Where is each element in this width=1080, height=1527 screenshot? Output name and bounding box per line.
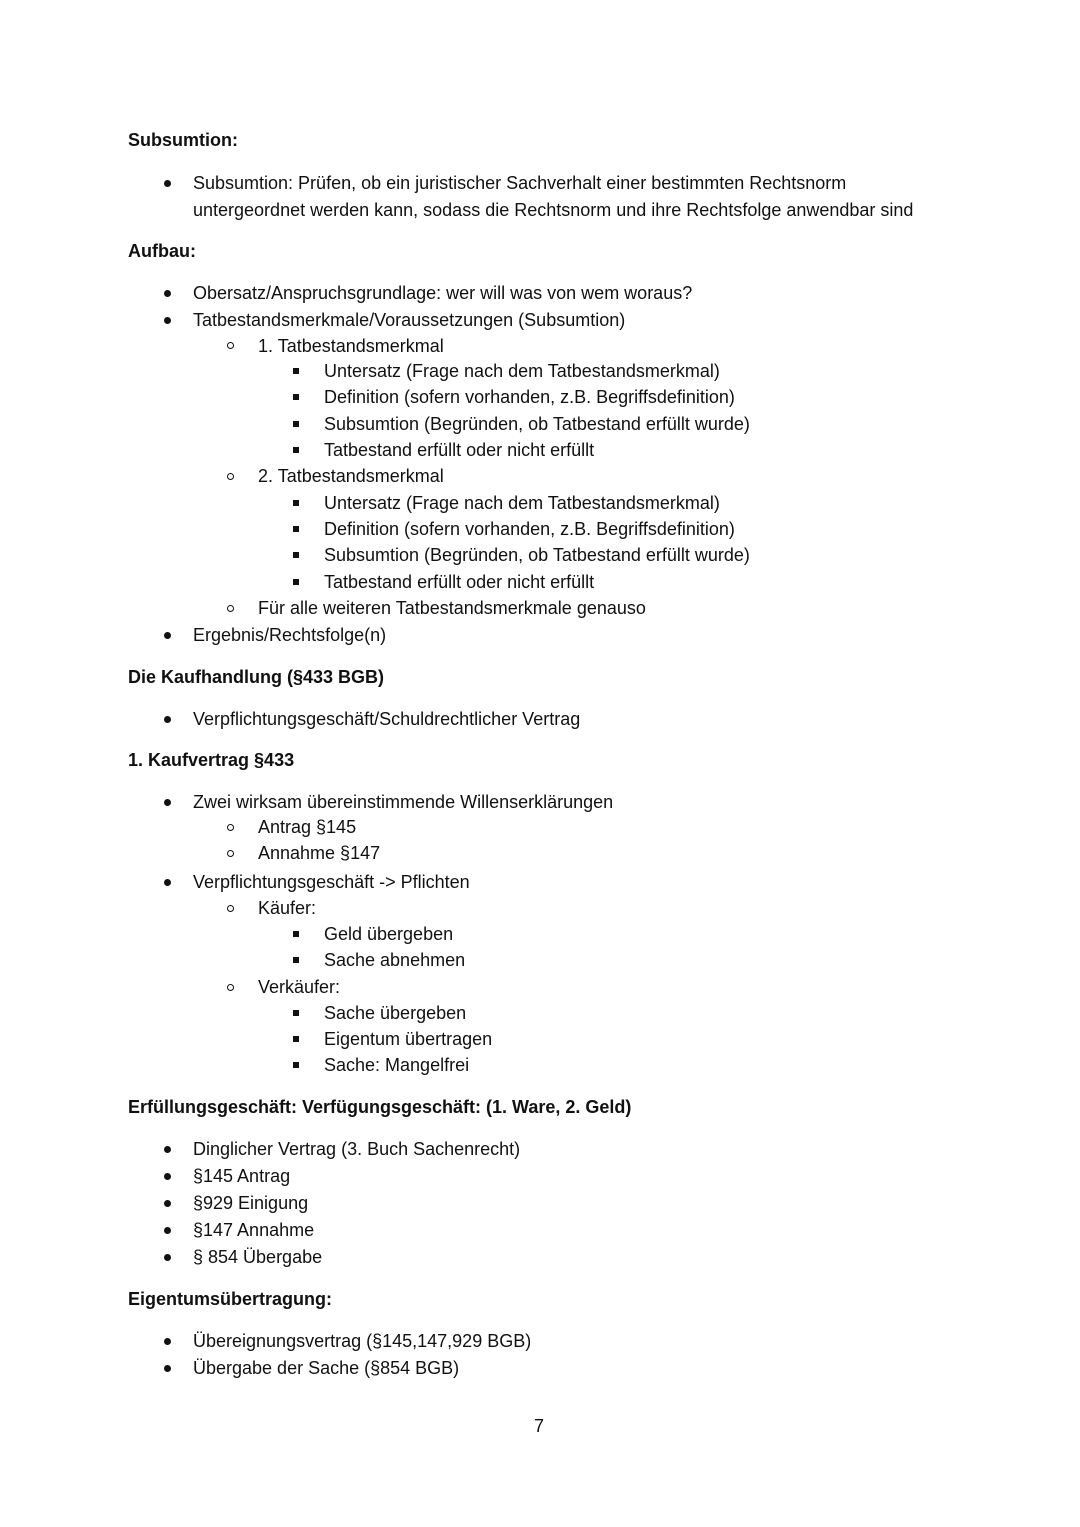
bullet <box>164 632 171 639</box>
kaufhandlung-heading: Die Kaufhandlung (§433 BGB) <box>128 667 385 687</box>
circle-bullet <box>227 984 234 991</box>
bullet <box>164 1254 171 1261</box>
subsumtion-heading: Subsumtion: <box>128 130 238 150</box>
subsumtion-text-line2: untergeordnet werden kann, sodass die Rechtsnorm und ihre Rechtsfolge anwendbar sind <box>193 200 914 220</box>
merkmal1-item: Untersatz (Frage nach dem Tatbestandsmerkmal) <box>324 361 720 381</box>
annahme-item: Annahme §147 <box>258 843 381 863</box>
square-bullet <box>293 552 299 558</box>
tatbestand-item: Tatbestandsmerkmale/Voraussetzungen (Subsumtion) <box>193 310 626 330</box>
erfuellung-heading: Erfüllungsgeschäft: Verfügungsgeschäft: (1. Ware, 2. Geld) <box>128 1097 632 1117</box>
square-bullet <box>293 500 299 506</box>
willen-item: Zwei wirksam übereinstimmende Willenserklärungen <box>193 792 614 812</box>
bullet <box>164 1200 171 1207</box>
bullet <box>164 799 171 806</box>
circle-bullet <box>227 905 234 912</box>
circle-bullet <box>227 824 234 831</box>
erfuellung-item: §147 Annahme <box>193 1220 315 1240</box>
square-bullet <box>293 526 299 532</box>
bullet <box>164 1365 171 1372</box>
circle-bullet <box>227 850 234 857</box>
bullet <box>164 290 171 297</box>
kaufvertrag-heading: 1. Kaufvertrag §433 <box>128 750 295 770</box>
merkmal1-label: 1. Tatbestandsmerkmal <box>258 336 444 356</box>
eigentum-item: Übereignungsvertrag (§145,147,929 BGB) <box>193 1331 532 1351</box>
square-bullet <box>293 394 299 400</box>
merkmal1-item: Definition (sofern vorhanden, z.B. Begriffsdefinition) <box>324 387 735 407</box>
eigentum-heading: Eigentumsübertragung: <box>128 1289 333 1309</box>
square-bullet <box>293 1010 299 1016</box>
bullet <box>164 1146 171 1153</box>
verkaeufer-item: Sache: Mangelfrei <box>324 1055 470 1075</box>
circle-bullet <box>227 605 234 612</box>
weitere-item: Für alle weiteren Tatbestandsmerkmale genauso <box>258 598 646 618</box>
merkmal2-item: Subsumtion (Begründen, ob Tatbestand erfüllt wurde) <box>324 545 750 565</box>
circle-bullet <box>227 342 234 349</box>
subsumtion-text-line1: Subsumtion: Prüfen, ob ein juristischer Sachverhalt einer bestimmten Rechtsnorm <box>193 173 847 193</box>
square-bullet <box>293 368 299 374</box>
erfuellung-item: §145 Antrag <box>193 1166 291 1186</box>
antrag-item: Antrag §145 <box>258 817 357 837</box>
merkmal1-item: Tatbestand erfüllt oder nicht erfüllt <box>324 440 595 460</box>
erfuellung-item: Dinglicher Vertrag (3. Buch Sachenrecht) <box>193 1139 521 1159</box>
kaeufer-item: Geld übergeben <box>324 924 454 944</box>
circle-bullet <box>227 473 234 480</box>
kaeufer-item: Sache abnehmen <box>324 950 466 970</box>
obersatz-item: Obersatz/Anspruchsgrundlage: wer will was von wem woraus? <box>193 283 693 303</box>
square-bullet <box>293 1062 299 1068</box>
eigentum-item: Übergabe der Sache (§854 BGB) <box>193 1358 460 1378</box>
verkaeufer-item: Sache übergeben <box>324 1003 467 1023</box>
bullet <box>164 317 171 324</box>
bullet <box>164 1338 171 1345</box>
kaufhandlung-item: Verpflichtungsgeschäft/Schuldrechtlicher Vertrag <box>193 709 581 729</box>
merkmal2-item: Definition (sofern vorhanden, z.B. Begriffsdefinition) <box>324 519 735 539</box>
pflichten-item: Verpflichtungsgeschäft -> Pflichten <box>193 872 470 892</box>
merkmal1-item: Subsumtion (Begründen, ob Tatbestand erfüllt wurde) <box>324 414 750 434</box>
ergebnis-item: Ergebnis/Rechtsfolge(n) <box>193 625 387 645</box>
kaeufer-label: Käufer: <box>258 898 317 918</box>
bullet <box>164 180 171 187</box>
verkaeufer-label: Verkäufer: <box>258 977 341 997</box>
square-bullet <box>293 447 299 453</box>
bullet <box>164 1173 171 1180</box>
bullet <box>164 1227 171 1234</box>
merkmal2-label: 2. Tatbestandsmerkmal <box>258 466 444 486</box>
page-number: 7 <box>534 1416 545 1436</box>
erfuellung-item: §929 Einigung <box>193 1193 309 1213</box>
erfuellung-item: § 854 Übergabe <box>193 1247 323 1267</box>
square-bullet <box>293 931 299 937</box>
aufbau-heading: Aufbau: <box>128 241 196 261</box>
square-bullet <box>293 579 299 585</box>
bullet <box>164 879 171 886</box>
square-bullet <box>293 957 299 963</box>
verkaeufer-item: Eigentum übertragen <box>324 1029 493 1049</box>
merkmal2-item: Tatbestand erfüllt oder nicht erfüllt <box>324 572 595 592</box>
bullet <box>164 716 171 723</box>
square-bullet <box>293 1036 299 1042</box>
square-bullet <box>293 421 299 427</box>
merkmal2-item: Untersatz (Frage nach dem Tatbestandsmerkmal) <box>324 493 720 513</box>
